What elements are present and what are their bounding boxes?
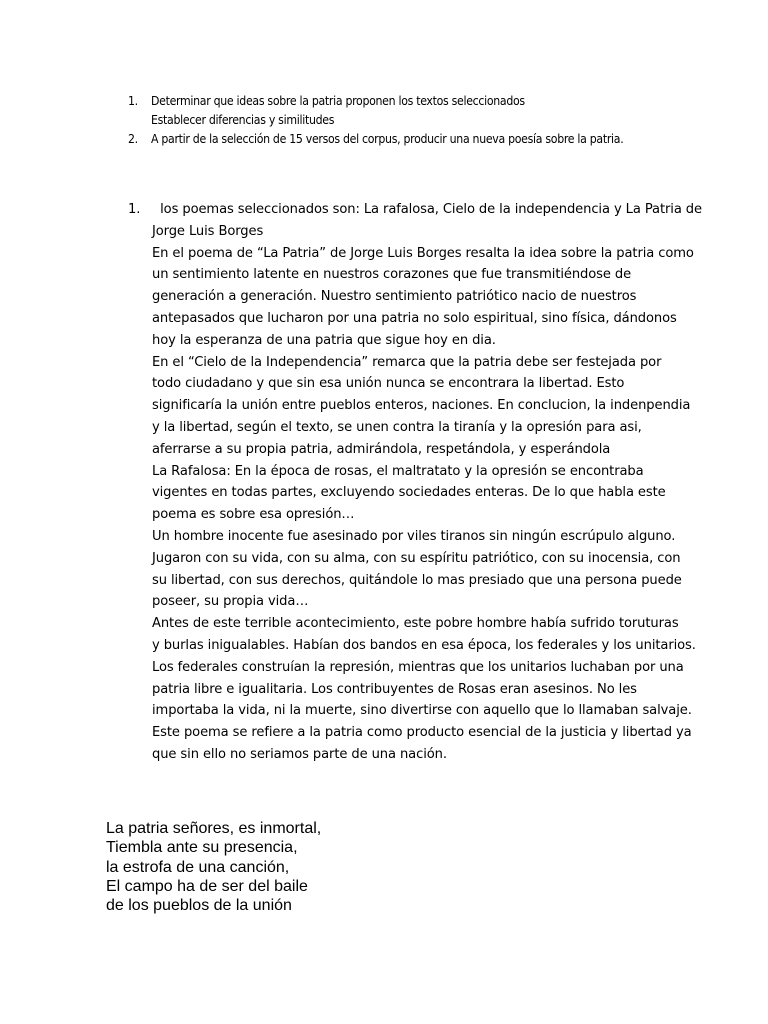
answer-line: generación a generación. Nuestro sentimiento patriótico nacio de nuestros	[152, 289, 637, 305]
answer-line: y burlas inigualables. Habían dos bandos en esa época, los federales y los unitarios.	[152, 637, 696, 653]
answer-line: aferrarse a su propia patria, admirándola, respetándola, y esperándola	[152, 441, 611, 457]
answer-line: importaba la vida, ni la muerte, sino divertirse con aquello que lo llamaban salvaje.	[152, 703, 692, 719]
answer-line: patria libre e igualitaria. Los contribuyentes de Rosas eran asesinos. No les	[152, 681, 637, 697]
poem-verse: la estrofa de una canción,	[106, 858, 290, 876]
answer-section	[128, 199, 702, 766]
answer-line: poseer, su propia vida…	[152, 594, 309, 610]
answer-line: poema es sobre esa opresión…	[152, 507, 355, 523]
poem-verse: Tiembla ante su presencia,	[106, 839, 298, 857]
poem-verse: de los pueblos de la unión	[106, 897, 292, 915]
answer-number: 1.	[128, 202, 141, 217]
answer-line: un sentimiento latente en nuestros corazones que fue transmitiéndose de	[152, 267, 632, 283]
answer-line: todo ciudadano y que sin esa unión nunca se encontrara la libertad. Esto	[152, 376, 625, 392]
task-item-continuation	[128, 111, 623, 130]
poem-verse: La patria señores, es inmortal,	[106, 820, 322, 837]
answer-line: hoy la esperanza de una patria que sigue hoy en dia.	[152, 332, 496, 348]
answer-line: vigentes en todas partes, excluyendo sociedades enteras. De lo que habla este	[152, 485, 666, 501]
task-text: A partir de la selección de 15 versos del corpus, producir una nueva poesía sobre la patria.	[151, 132, 624, 146]
answer-line: Antes de este terrible acontecimiento, este pobre hombre había sufrido toruturas	[152, 616, 679, 632]
answer-intro	[152, 199, 702, 243]
task-item	[128, 92, 623, 111]
answer-line: que sin ello no seriamos parte de una nación.	[152, 746, 447, 762]
task-number: 1.	[128, 94, 138, 108]
task-text: Determinar que ideas sobre la patria proponen los textos seleccionados	[151, 94, 525, 108]
answer-line: y la libertad, según el texto, se unen contra la tiranía y la opresión para asi,	[152, 419, 642, 435]
answer-line: Un hombre inocente fue asesinado por viles tiranos sin ningún escrúpulo alguno.	[152, 528, 676, 544]
poem	[106, 819, 321, 915]
answer-line: su libertad, con sus derechos, quitándole lo mas presiado que una persona puede	[152, 572, 682, 588]
task-text: Establecer diferencias y similitudes	[151, 113, 335, 127]
task-list	[128, 92, 623, 149]
answer-line: La Rafalosa: En la época de rosas, el maltratato y la opresión se encontraba	[152, 463, 644, 479]
answer-line: Jorge Luis Borges	[152, 223, 264, 239]
answer-line: antepasados que lucharon por una patria no solo espiritual, sino física, dándonos	[152, 310, 677, 326]
task-item	[128, 130, 623, 149]
poem-verse: El campo ha de ser del baile	[106, 877, 308, 895]
answer-line: Jugaron con su vida, con su alma, con su espíritu patriótico, con su inocensia, con	[152, 550, 681, 566]
answer-line: En el “Cielo de la Independencia” remarca que la patria debe ser festejada por	[152, 354, 662, 370]
answer-line: Los federales construían la represión, mientras que los unitarios luchaban por una	[152, 659, 684, 675]
answer-item	[128, 199, 702, 243]
answer-line: significaría la unión entre pueblos enteros, naciones. En conclucion, la indenpendia	[152, 398, 691, 414]
task-number: 2.	[128, 132, 138, 146]
answer-line: En el poema de “La Patria” de Jorge Luis Borges resalta la idea sobre la patria como	[152, 245, 694, 261]
answer-line: Este poema se refiere a la patria como producto esencial de la justicia y libertad ya	[152, 725, 692, 741]
answer-line: los poemas seleccionados son: La rafalosa, Cielo de la independencia y La Patria de	[152, 202, 702, 217]
